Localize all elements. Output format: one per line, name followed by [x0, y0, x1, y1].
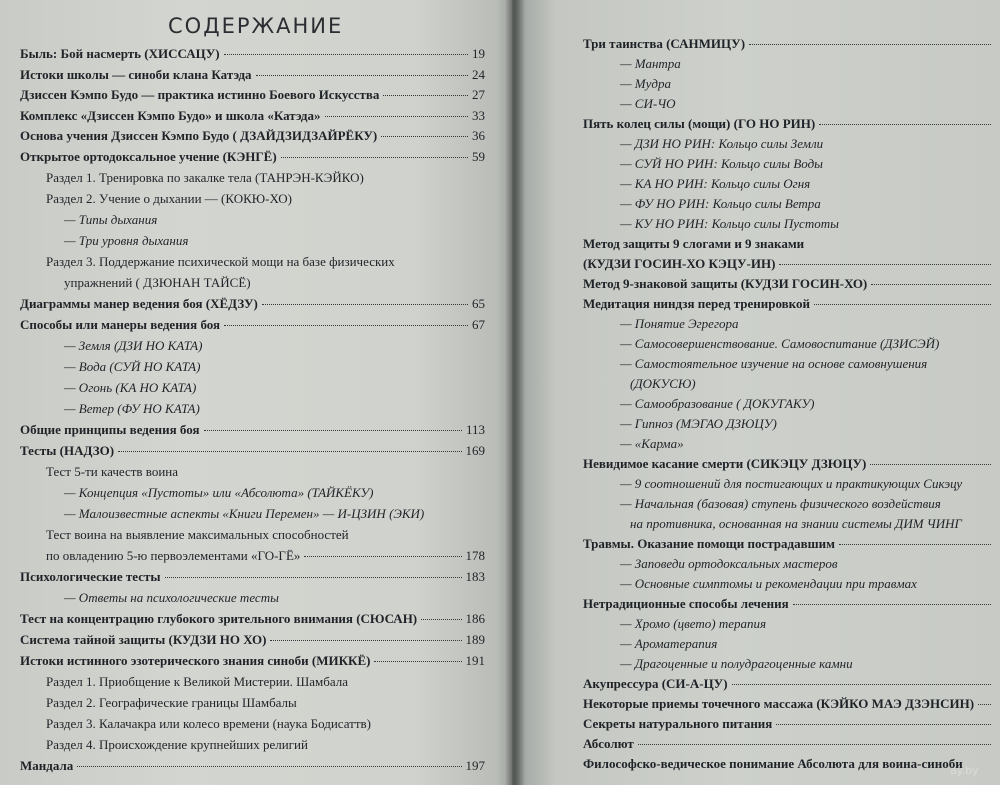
toc-page-number: 27 — [472, 87, 485, 102]
toc-entry-title: на противника, основанная на знании системы ДИМ ЧИНГ — [630, 516, 962, 531]
toc-page-number: 113 — [465, 422, 485, 437]
toc-entry-title: — Ответы на психологические тесты — [64, 590, 279, 605]
dot-leader — [871, 284, 991, 285]
toc-entry-title: Система тайной защиты (КУДЗИ НО ХО) — [20, 632, 267, 647]
toc-entry-title: Открытое ортодоксальное учение (КЭНГЁ) — [20, 149, 277, 164]
right-toc-entry — [583, 256, 995, 272]
toc-page-number: 65 — [472, 296, 485, 311]
dot-leader — [638, 744, 991, 745]
toc-entry-title: — Гипноз (МЭГАО ДЗЮЦУ) — [620, 416, 777, 431]
toc-entry-title: (КУДЗИ ГОСИН-ХО КЭЦУ-ИН) — [583, 256, 776, 271]
toc-entry-title: Три таинства (САНМИЦУ) — [583, 36, 746, 51]
toc-entry-title: Психологические тесты — [20, 569, 161, 584]
right-toc-entry — [620, 56, 920, 72]
right-toc-entry — [583, 456, 995, 472]
right-toc-entry — [583, 756, 995, 772]
right-toc-entry — [583, 676, 995, 692]
dot-leader — [374, 661, 461, 662]
right-toc-entry — [583, 736, 995, 752]
left-toc-entry — [64, 275, 364, 291]
left-toc-entry — [20, 611, 485, 627]
dot-leader — [814, 304, 991, 305]
dot-leader — [870, 464, 991, 465]
toc-entry-title: — Вода (СУЙ НО КАТА) — [64, 359, 201, 374]
toc-page-number: 178 — [465, 548, 485, 563]
toc-entry-title: по овладению 5-ю первоэлементами «ГО-ГЁ» — [46, 548, 301, 563]
left-toc-entry — [20, 108, 485, 124]
left-toc-entry — [20, 443, 485, 459]
right-toc-entry — [620, 476, 990, 492]
toc-entry-title: — Ароматерапия — [620, 636, 718, 651]
toc-entry-title: — 9 соотношений для постигающих и практикующих Сикэцу — [620, 476, 963, 491]
left-toc-entry — [64, 338, 364, 354]
left-toc-entry — [46, 464, 346, 480]
toc-entry-title: — Малоизвестные аспекты «Книги Перемен» — И-ЦЗИН (ЭКИ) — [64, 506, 425, 521]
toc-entry-title: — Мантра — [620, 56, 681, 71]
toc-entry-title: Некоторые приемы точечного массажа (КЭЙКО МАЭ ДЗЭНСИН) — [583, 696, 975, 711]
left-toc-entry — [64, 380, 364, 396]
toc-entry-title: — Хромо (цвето) терапия — [620, 616, 767, 631]
right-toc-entry — [620, 356, 980, 372]
right-toc-entry — [620, 416, 920, 432]
right-toc-entry — [630, 376, 830, 392]
left-toc-entry — [20, 422, 485, 438]
toc-entry-title: Раздел 1. Тренировка по закалке тела (ТАНРЭН-КЭЙКО) — [46, 170, 364, 185]
dot-leader — [204, 430, 462, 431]
toc-entry-title: Раздел 3. Поддержание психической мощи на базе физических — [46, 254, 395, 269]
right-toc-entry — [620, 436, 920, 452]
left-toc-entry — [64, 359, 364, 375]
right-toc-entry — [620, 396, 920, 412]
toc-entry-title: Раздел 1. Приобщение к Великой Мистерии. Шамбала — [46, 674, 349, 689]
toc-entry-title: — Огонь (КА НО КАТА) — [64, 380, 197, 395]
toc-title: СОДЕРЖАНИЕ — [168, 14, 344, 38]
toc-entry-title: — Самосовершенствование. Самовоспитание (ДЗИСЭЙ) — [620, 336, 940, 351]
toc-entry-title: Метод защиты 9 слогами и 9 знаками — [583, 236, 805, 251]
right-toc-entry — [583, 236, 883, 252]
toc-page-number: 191 — [465, 653, 485, 668]
toc-entry-title: упражнений ( ДЗЮНАН ТАЙСЁ) — [64, 275, 251, 290]
left-toc-entry — [20, 46, 485, 62]
toc-page-number: 24 — [472, 67, 485, 82]
toc-page-number: 67 — [472, 317, 485, 332]
left-toc-entry — [20, 758, 485, 774]
toc-page-number: 189 — [465, 632, 485, 647]
toc-entry-title: — Типы дыхания — [64, 212, 158, 227]
dot-leader — [77, 766, 461, 767]
dot-leader — [421, 619, 461, 620]
right-toc-entry — [620, 556, 920, 572]
toc-entry-title: — Основные симптомы и рекомендации при травмах — [620, 576, 917, 591]
toc-entry-title: Секреты натурального питания — [583, 716, 773, 731]
right-toc-entry — [620, 336, 980, 352]
right-toc-entry — [620, 76, 920, 92]
toc-entry-title: Травмы. Оказание помощи пострадавшим — [583, 536, 835, 551]
toc-entry-title: Мандала — [20, 758, 74, 773]
toc-entry-title: Быль: Бой насмерть (ХИССАЦУ) — [20, 46, 220, 61]
dot-leader — [304, 556, 461, 557]
toc-entry-title: Основа учения Дзиссен Кэмпо Будо ( ДЗАЙДЗИДЗАЙРЁКУ) — [20, 128, 378, 143]
left-toc-entry — [64, 401, 364, 417]
toc-entry-title: — «Карма» — [620, 436, 684, 451]
toc-entry-title: Истоки истинного эзотерического знания синоби (МИККЁ) — [20, 653, 371, 668]
dot-leader — [978, 704, 991, 705]
right-toc-entry — [620, 636, 920, 652]
right-toc-entry — [583, 296, 995, 312]
toc-entry-title: — Земля (ДЗИ НО КАТА) — [64, 338, 203, 353]
toc-entry-title: — Ветер (ФУ НО КАТА) — [64, 401, 200, 416]
toc-entry-title: Истоки школы — синоби клана Катэда — [20, 67, 252, 82]
toc-entry-title: Раздел 3. Калачакра или колесо времени (наука Бодисаттв) — [46, 716, 371, 731]
toc-entry-title: Медитация ниндзя перед тренировкой — [583, 296, 810, 311]
dot-leader — [281, 157, 468, 158]
right-toc-entry — [620, 136, 920, 152]
right-toc-entry — [630, 516, 990, 532]
dot-leader — [118, 451, 461, 452]
right-toc-entry — [620, 616, 920, 632]
toc-entry-title: Способы или манеры ведения боя — [20, 317, 221, 332]
left-toc-entry — [20, 87, 485, 103]
toc-page-number: 197 — [465, 758, 485, 773]
dot-leader — [224, 54, 468, 55]
toc-entry-title: Философско-ведическое понимание Абсолюта для воина-синоби — [583, 756, 963, 771]
left-toc-entry — [64, 233, 364, 249]
toc-entry-title: — Понятие Эгрегора — [620, 316, 739, 331]
toc-entry-title: (ДОКУСЮ) — [630, 376, 696, 391]
right-toc-entry — [620, 176, 920, 192]
dot-leader — [819, 124, 991, 125]
left-toc-entry — [46, 191, 466, 207]
toc-entry-title: Общие принципы ведения боя — [20, 422, 200, 437]
right-toc-entry — [620, 576, 980, 592]
toc-entry-title: Тест воина на выявление максимальных способностей — [46, 527, 349, 542]
dot-leader — [325, 116, 468, 117]
left-toc-entry — [46, 695, 466, 711]
right-toc-entry — [583, 696, 995, 712]
left-toc-entry — [20, 67, 485, 83]
toc-page-number: 33 — [472, 108, 485, 123]
right-toc-entry — [583, 116, 995, 132]
left-toc-entry — [20, 149, 485, 165]
dot-leader — [224, 325, 468, 326]
left-toc-entry — [46, 548, 485, 564]
toc-entry-title: — Мудра — [620, 76, 671, 91]
toc-entry-title: — ФУ НО РИН: Кольцо силы Ветра — [620, 196, 821, 211]
left-toc-entry — [20, 569, 485, 585]
right-toc-entry — [620, 96, 920, 112]
toc-entry-title: Абсолют — [583, 736, 634, 751]
left-toc-entry — [46, 716, 466, 732]
left-toc-entry — [64, 485, 464, 501]
left-toc-entry — [46, 737, 466, 753]
toc-page-number: 169 — [465, 443, 485, 458]
toc-entry-title: Невидимое касание смерти (СИКЭЦУ ДЗЮЦУ) — [583, 456, 867, 471]
dot-leader — [779, 264, 991, 265]
toc-entry-title: Акупрессура (СИ-А-ЦУ) — [583, 676, 728, 691]
toc-entry-title: — Три уровня дыхания — [64, 233, 189, 248]
left-toc-entry — [20, 653, 485, 669]
left-toc-entry — [46, 527, 466, 543]
dot-leader — [749, 44, 991, 45]
right-toc-entry — [620, 156, 920, 172]
dot-leader — [381, 136, 468, 137]
toc-entry-title: Раздел 4. Происхождение крупнейших религий — [46, 737, 308, 752]
toc-entry-title: — СИ-ЧО — [620, 96, 676, 111]
toc-entry-title: — Самообразование ( ДОКУГАКУ) — [620, 396, 815, 411]
toc-entry-title: Дзиссен Кэмпо Будо — практика истинно Боевого Искусства — [20, 87, 380, 102]
toc-entry-title: Метод 9-знаковой защиты (КУДЗИ ГОСИН-ХО) — [583, 276, 868, 291]
toc-entry-title: Раздел 2. Географические границы Шамбалы — [46, 695, 297, 710]
left-toc-entry — [20, 317, 485, 333]
right-toc-entry — [583, 536, 995, 552]
toc-entry-title: — Самостоятельное изучение на основе самовнушения — [620, 356, 928, 371]
right-toc-entry — [620, 656, 920, 672]
toc-entry-title: Тесты (НАДЗО) — [20, 443, 115, 458]
left-toc-entry — [46, 170, 466, 186]
right-toc-entry — [583, 276, 995, 292]
toc-page-number: 186 — [465, 611, 485, 626]
dot-leader — [776, 724, 991, 725]
toc-page-number: 183 — [465, 569, 485, 584]
left-toc-entry — [64, 212, 364, 228]
left-toc-entry — [20, 296, 485, 312]
toc-entry-title: Нетрадиционные способы лечения — [583, 596, 789, 611]
right-toc-entry — [583, 36, 995, 52]
left-toc-entry — [20, 632, 485, 648]
toc-entry-title: Тест на концентрацию глубокого зрительного внимания (СЮСАН) — [20, 611, 418, 626]
toc-page-number: 59 — [472, 149, 485, 164]
left-toc-entry — [64, 506, 484, 522]
left-toc-entry — [64, 590, 364, 606]
toc-entry-title: Комплекс «Дзиссен Кэмпо Будо» и школа «Катэда» — [20, 108, 321, 123]
dot-leader — [270, 640, 461, 641]
toc-entry-title: — Заповеди ортодоксальных мастеров — [620, 556, 838, 571]
dot-leader — [256, 75, 468, 76]
left-toc-entry — [46, 674, 466, 690]
toc-entry-title: — Концепция «Пустоты» или «Абсолюта» (ТАЙКЁКУ) — [64, 485, 374, 500]
toc-entry-title: Диаграммы манер ведения боя (ХЁДЗУ) — [20, 296, 258, 311]
dot-leader — [732, 684, 991, 685]
toc-page-number: 36 — [472, 128, 485, 143]
left-toc-entry — [20, 128, 485, 144]
dot-leader — [383, 95, 468, 96]
dot-leader — [839, 544, 991, 545]
right-toc-entry — [583, 716, 995, 732]
right-toc-entry — [620, 496, 990, 512]
toc-page-number: 19 — [472, 46, 485, 61]
dot-leader — [262, 304, 468, 305]
toc-entry-title: — Драгоценные и полудрагоценные камни — [620, 656, 853, 671]
left-toc-entry — [46, 254, 476, 270]
watermark: ay.by — [950, 764, 979, 777]
toc-entry-title: — КУ НО РИН: Кольцо силы Пустоты — [620, 216, 839, 231]
right-toc-entry — [620, 196, 920, 212]
right-toc-entry — [620, 216, 920, 232]
toc-entry-title: Раздел 2. Учение о дыхании — (КОКЮ-ХО) — [46, 191, 292, 206]
right-toc-entry — [583, 596, 995, 612]
toc-entry-title: — ДЗИ НО РИН: Кольцо силы Земли — [620, 136, 824, 151]
dot-leader — [793, 604, 991, 605]
right-toc-entry — [620, 316, 920, 332]
toc-entry-title: Тест 5-ти качеств воина — [46, 464, 179, 479]
toc-entry-title: — СУЙ НО РИН: Кольцо силы Воды — [620, 156, 823, 171]
dot-leader — [165, 577, 462, 578]
toc-entry-title: — КА НО РИН: Кольцо силы Огня — [620, 176, 811, 191]
toc-entry-title: Пять колец силы (мощи) (ГО НО РИН) — [583, 116, 816, 131]
toc-entry-title: — Начальная (базовая) ступень физического воздействия — [620, 496, 941, 511]
